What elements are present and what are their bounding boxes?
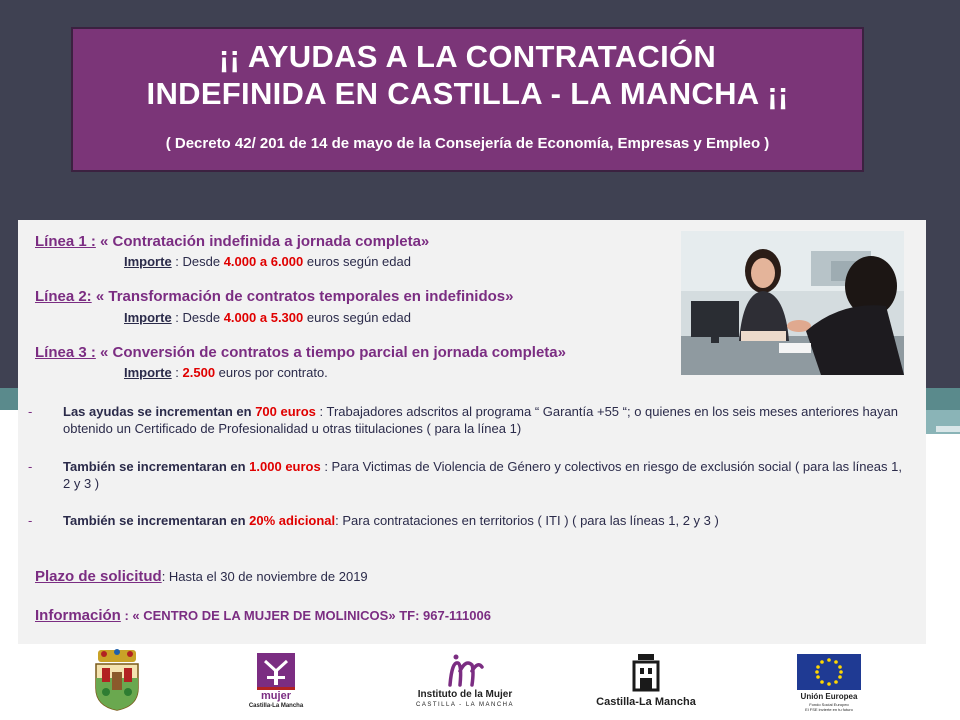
importe-label: Importe xyxy=(124,254,172,269)
linea-2-heading xyxy=(35,288,513,305)
importe-min: 4.000 xyxy=(223,254,257,269)
instituto-text: Instituto de la Mujer xyxy=(417,689,513,700)
informacion xyxy=(35,607,491,624)
centro-mujer-logo xyxy=(231,651,321,713)
plazo-label: Plazo de solicitud xyxy=(35,568,162,585)
importe-amount: 2.500 xyxy=(182,365,216,380)
instituto-subtext: CASTILLA - LA MANCHA xyxy=(415,702,515,708)
plazo-solicitud xyxy=(35,568,368,585)
instituto-mujer-icon xyxy=(412,651,518,689)
linea-1-heading xyxy=(35,233,429,250)
bullet-incremento-20 xyxy=(28,512,908,529)
bullet-amount: 700 euros xyxy=(255,404,316,419)
linea-2-label: Línea 2: xyxy=(35,288,92,305)
bullet-dash: - xyxy=(28,513,33,528)
importe-max: 6.000 xyxy=(270,254,304,269)
centro-mujer-text: mujer xyxy=(261,690,291,702)
importe-mid: a xyxy=(256,254,271,269)
castle-icon xyxy=(596,652,696,694)
bullet-text: : Para contrataciones en territorios ( ITI ) ( para las líneas 1, 2 y 3 ) xyxy=(335,513,719,528)
importe-pre: : Desde xyxy=(171,254,224,269)
eu-flag-icon xyxy=(795,654,863,690)
importe-pre: : Desde xyxy=(171,310,224,325)
linea-1-label: Línea 1 : xyxy=(35,233,96,250)
centro-name: CENTRO DE LA MUJER DE MOLINICOS xyxy=(143,608,389,623)
bullet-amount: 1.000 euros xyxy=(249,459,321,474)
importe-max: 5.300 xyxy=(270,310,304,325)
importe-pre: : xyxy=(171,365,183,380)
importe-mid: a xyxy=(256,310,271,325)
ue-subtext-2: El FSE invierte en tu futuro xyxy=(805,707,853,712)
photo-illustration xyxy=(681,231,904,375)
bullet-lead: También se incrementaran en xyxy=(63,513,250,528)
bullet-dash: - xyxy=(28,404,33,419)
castilla-la-mancha-logo xyxy=(596,652,696,712)
title-line-2: INDEFINIDA EN CASTILLA - LA MANCHA ¡¡ xyxy=(146,76,789,111)
bullet-text: : Para Victimas de Violencia de Género y colectivos en riesgo de exclusión social ( para las líneas 1, 2 y 3 ) xyxy=(63,459,902,491)
ue-subtext-1: Fondo Social Europeo xyxy=(809,702,849,707)
instituto-mujer-logo xyxy=(412,651,518,711)
linea-2-desc: « Transformación de contratos temporales en indefinidos» xyxy=(95,288,514,305)
centro-mujer-subtext: Castilla-La Mancha xyxy=(248,703,304,709)
bullet-lead: También se incrementaran en xyxy=(63,459,250,474)
content-panel xyxy=(18,220,926,644)
importe-post: euros según edad xyxy=(303,254,411,269)
linea-1-importe xyxy=(124,254,411,269)
bullet-incremento-1000 xyxy=(28,458,908,492)
office-handshake-photo xyxy=(681,231,904,375)
informacion-sep: : « xyxy=(120,608,144,623)
bullet-text: : Trabajadores adscritos al programa “ Garantía +55 “; o quienes en los seis meses anteriores hayan obtenido un Certificado de Profesionalidad u otras tiitulaciones ( para la línea 1) xyxy=(63,404,898,436)
title-box xyxy=(71,27,864,172)
clm-text: Castilla-La Mancha xyxy=(596,696,696,708)
linea-3-heading xyxy=(35,344,566,361)
decree-subtitle: ( Decreto 42/ 201 de 14 de mayo de la Consejería de Economía, Empresas y Empleo ) xyxy=(165,135,770,152)
importe-min: 4.000 xyxy=(223,310,257,325)
linea-3-desc: « Conversión de contratos a tiempo parcial en jornada completa» xyxy=(100,344,566,361)
bullet-incremento-700 xyxy=(28,403,908,437)
importe-label: Importe xyxy=(124,365,172,380)
molinicos-coat-of-arms-logo xyxy=(90,648,144,712)
informacion-close: » xyxy=(388,608,400,623)
linea-3-importe xyxy=(124,365,328,380)
title-line-1: ¡¡ AYUDAS A LA CONTRATACIÓN xyxy=(218,39,717,74)
bullet-amount: 20% adicional xyxy=(249,513,336,528)
linea-1-desc: « Contratación indefinida a jornada completa» xyxy=(100,233,430,250)
importe-post: euros por contrato. xyxy=(215,365,328,380)
plazo-value: : Hasta el 30 de noviembre de 2019 xyxy=(161,569,368,584)
importe-post: euros según edad xyxy=(303,310,411,325)
telefono: TF: 967-111006 xyxy=(399,608,491,623)
bullet-lead: Las ayudas se incrementan en xyxy=(63,404,256,419)
informacion-label: Información xyxy=(35,607,121,624)
linea-3-label: Línea 3 : xyxy=(35,344,96,361)
background-accent-light xyxy=(936,426,960,432)
linea-2-importe xyxy=(124,310,411,325)
bullet-dash: - xyxy=(28,459,33,474)
ue-text: Unión Europea xyxy=(800,692,858,701)
union-europea-logo xyxy=(795,654,863,714)
coat-of-arms-icon xyxy=(90,648,144,712)
importe-label: Importe xyxy=(124,310,172,325)
